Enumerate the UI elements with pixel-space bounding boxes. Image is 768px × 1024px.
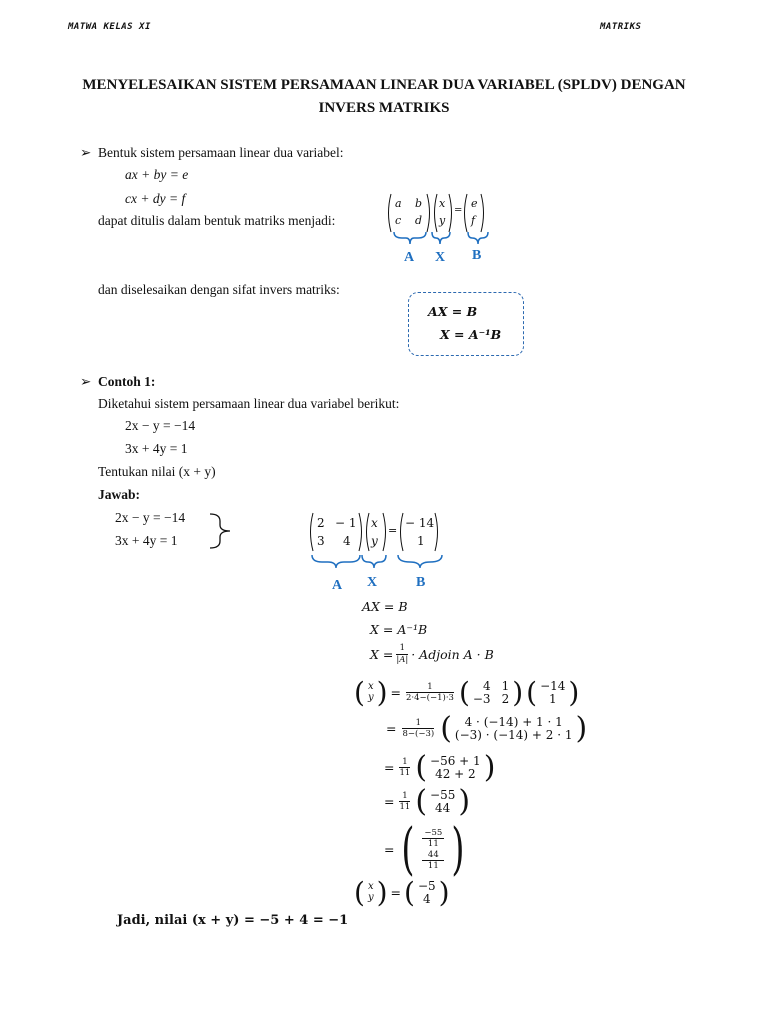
label-X-example: X bbox=[367, 575, 378, 590]
step4-adj-11: 4 bbox=[482, 678, 491, 693]
answer-label: Jawab: bbox=[98, 487, 141, 502]
step6-fraction bbox=[399, 758, 410, 778]
step4-equals: = bbox=[390, 685, 402, 700]
label-B-example: B bbox=[416, 575, 426, 590]
step3-den: |A| bbox=[396, 654, 409, 665]
matrix-equals: = bbox=[454, 205, 463, 216]
step8-frac-1 bbox=[422, 829, 444, 849]
step4-b-1: −14 bbox=[540, 678, 566, 693]
step8-row: = ( −55 11 44 11 ) bbox=[384, 817, 465, 882]
step4-x: x bbox=[367, 681, 374, 692]
general-equation-2: cx + dy = f bbox=[125, 191, 186, 206]
step5-row-2: (−3) · (−14) + 2 · 1 bbox=[454, 727, 573, 742]
step6-row: = $\frac{1}{11}$ ( −56 + 1 42 + 2 ) bbox=[384, 750, 496, 785]
ex-matrix-a-21: 3 bbox=[317, 534, 325, 548]
step4-den: 2·4−(−1)·3 bbox=[406, 693, 454, 703]
step5-equals: = bbox=[386, 721, 397, 736]
bullet-arrow-icon: ➢ bbox=[80, 145, 92, 160]
example-matrix-equation bbox=[307, 511, 447, 558]
matrix-x-1: x bbox=[439, 197, 446, 210]
step8-equals: = bbox=[384, 842, 395, 857]
step9-row-1: −5 bbox=[417, 878, 436, 893]
step7-row-2: 44 bbox=[435, 800, 451, 815]
step-x-ainv-b: X = A⁻¹B bbox=[370, 622, 428, 637]
step3-lhs: X = bbox=[370, 646, 394, 662]
step7-den: 11 bbox=[399, 802, 411, 812]
ex-matrix-a-12: − 1 bbox=[335, 516, 357, 530]
step9-y: y bbox=[367, 891, 374, 903]
label-A-general: A bbox=[404, 250, 415, 265]
section1-bullet-text: Bentuk sistem persamaan linear dua variabel: bbox=[98, 145, 344, 160]
step8-den-2: 11 bbox=[427, 861, 439, 871]
page-title-line2: INVERS MATRIKS bbox=[318, 100, 450, 116]
answer-equation-2: 3x + 4y = 1 bbox=[115, 533, 178, 548]
step-ax-b: AX = B bbox=[362, 599, 408, 614]
matrix-a-21: c bbox=[395, 214, 402, 227]
step7-num: 1 bbox=[399, 792, 410, 803]
ex-matrix-a-22: 4 bbox=[343, 534, 351, 548]
step3-rhs: · Adjoin A · B bbox=[411, 646, 494, 662]
matrix-a-22: d bbox=[415, 214, 423, 227]
ex-matrix-x-2: y bbox=[371, 534, 378, 548]
label-B-general: B bbox=[472, 248, 482, 263]
step8-column bbox=[422, 829, 444, 871]
step4-adj-21: −3 bbox=[472, 691, 491, 706]
formula-box bbox=[408, 292, 524, 356]
step4-fraction bbox=[406, 683, 454, 703]
right-brace-icon bbox=[208, 512, 238, 550]
label-X-general: X bbox=[435, 250, 446, 265]
step4-adj-22: 2 bbox=[501, 691, 510, 706]
header-left: MATWA KELAS XI bbox=[68, 22, 151, 32]
step6-den: 11 bbox=[399, 768, 411, 778]
example-equation-2: 3x + 4y = 1 bbox=[125, 441, 188, 456]
step9-x: x bbox=[367, 881, 374, 892]
step5-row: = $\frac{1}{8-(-3)}$ ( 4 · (−14) + 1 · 1 (−3) · (−14) + 2 · 1 ) bbox=[386, 711, 588, 746]
matrix-b-2: f bbox=[471, 214, 476, 227]
ex-matrix-equals: = bbox=[388, 524, 398, 537]
ex-matrix-a-11: 2 bbox=[317, 516, 325, 530]
matrix-x-2: y bbox=[439, 214, 446, 227]
step6-num: 1 bbox=[399, 758, 410, 769]
matrix-form-text: dapat ditulis dalam bentuk matriks menjadi: bbox=[98, 213, 336, 228]
inverse-property-text: dan diselesaikan dengan sifat invers matriks: bbox=[98, 282, 340, 297]
example-equation-1: 2x − y = −14 bbox=[125, 418, 196, 433]
example-intro: Diketahui sistem persamaan linear dua variabel berikut: bbox=[98, 396, 400, 411]
formula-ax-b: AX = B bbox=[428, 304, 478, 319]
formula-x-ainv-b: X = A⁻¹B bbox=[440, 327, 502, 342]
step3-num: 1 bbox=[396, 644, 408, 655]
ex-matrix-b-2: 1 bbox=[417, 534, 425, 548]
step6-equals: = bbox=[384, 760, 395, 775]
matrix-a-12: b bbox=[415, 197, 423, 210]
general-underbraces bbox=[390, 230, 500, 248]
example-underbraces bbox=[310, 553, 450, 573]
label-A-example: A bbox=[332, 578, 343, 593]
step7-row: = $\frac{1}{11}$ ( −55 44 ) bbox=[384, 784, 471, 819]
answer-equation-1: 2x − y = −14 bbox=[115, 510, 186, 525]
ex-matrix-b-1: − 14 bbox=[405, 516, 435, 530]
matrix-b-1: e bbox=[471, 197, 478, 210]
step-adjoin-formula bbox=[370, 644, 494, 664]
example-heading: Contoh 1: bbox=[98, 374, 156, 389]
header-right: MATRIKS bbox=[600, 22, 642, 32]
step8-den-1: 11 bbox=[427, 839, 439, 849]
ex-matrix-x-1: x bbox=[371, 516, 378, 530]
step5-num: 1 bbox=[402, 719, 434, 730]
bullet-arrow-icon: ➢ bbox=[80, 374, 92, 389]
step5-row-1: 4 · (−14) + 1 · 1 bbox=[464, 714, 563, 729]
step5-den: 8−(−3) bbox=[402, 729, 435, 739]
step9-row: ( x y ) = ( −5 4 ) bbox=[354, 876, 450, 909]
step6-row-1: −56 + 1 bbox=[430, 753, 481, 768]
step4-num: 1 bbox=[406, 683, 454, 694]
step8-num-1: −55 bbox=[424, 827, 443, 838]
step4-y: y bbox=[367, 691, 374, 703]
step8-num-2: 44 bbox=[422, 851, 444, 862]
step7-equals: = bbox=[384, 794, 395, 809]
step3-fraction bbox=[396, 644, 408, 664]
step4-adj-12: 1 bbox=[501, 678, 510, 693]
general-equation-1: ax + by = e bbox=[125, 167, 189, 182]
step7-row-1: −55 bbox=[430, 787, 456, 802]
step6-row-2: 42 + 2 bbox=[435, 766, 476, 781]
step8-frac-2 bbox=[422, 851, 444, 871]
step4-row: ( x y ) = $\frac{1}{2\cdot 4-(-1)\cdot 3}$ ( 4 −3 1 2 ) ( −14 1 ) bbox=[354, 676, 580, 709]
example-task: Tentukan nilai (x + y) bbox=[98, 464, 216, 479]
step7-fraction bbox=[399, 792, 410, 812]
step9-equals: = bbox=[390, 885, 402, 900]
conclusion: Jadi, nilai (x + y) = −5 + 4 = −1 bbox=[117, 913, 349, 928]
matrix-a-11: a bbox=[395, 197, 402, 210]
step5-fraction bbox=[402, 719, 434, 739]
page-title-line1: MENYELESAIKAN SISTEM PERSAMAAN LINEAR DUA VARIABEL (SPLDV) DENGAN bbox=[82, 77, 686, 93]
step4-b-2: 1 bbox=[548, 691, 557, 706]
step9-row-2: 4 bbox=[422, 891, 431, 906]
